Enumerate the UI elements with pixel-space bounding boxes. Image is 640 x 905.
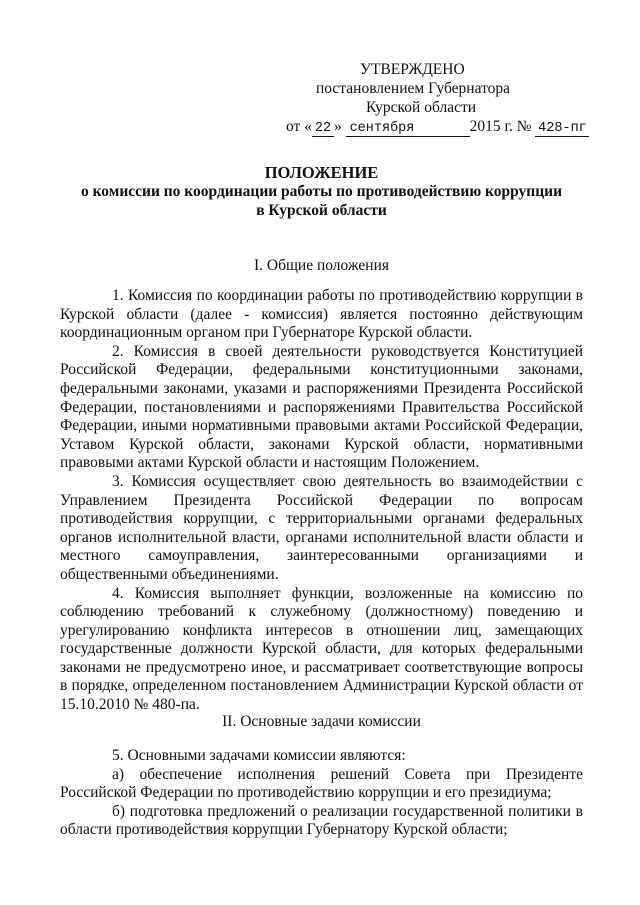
approval-close-quote: »	[333, 118, 342, 135]
approval-title: УТВЕРЖДЕНО	[360, 61, 465, 78]
approval-month: сентября	[346, 121, 470, 137]
paragraph-5: 5. Основными задачами комиссии являются:	[112, 747, 406, 764]
approval-number: 428-пг	[535, 121, 589, 137]
section1-body	[60, 287, 583, 715]
paragraph-2: 2. Комиссия в своей деятельности руководствуется Конституцией Российской Федерации, федеральными конституционными законами, федеральными законами, указами и распоряжениями Президента Российской Федерации, постановлениями и распоряжениями Правительства Российской Федерации, иными нормативными правовыми актами Российской Федерации, Уставом Курской области, законами Курской области, нормативными правовыми актами Курской области и настоящим Положением.	[60, 342, 583, 472]
approval-day: 22	[312, 121, 334, 137]
title-line2: о комиссии по координации работы по противодействию коррупции	[80, 183, 563, 200]
paragraph-5a: а) обеспечение исполнения решений Совета при Президенте Российской Федерации по противодействию коррупции и его президиума;	[60, 765, 583, 802]
approval-authority: постановлением Губернатора	[316, 80, 511, 97]
approval-from: от «	[286, 118, 312, 135]
section1-heading: I. Общие положения	[253, 257, 390, 274]
approval-stamp	[286, 60, 586, 137]
paragraph-5b: б) подготовка предложений о реализации государственной политики в области противодействия коррупции Губернатору Курской области;	[60, 802, 583, 839]
paragraph-4: 4. Комиссия выполняет функции, возложенные на комиссию по соблюдению требований к служебному (должностному) поведению и урегулированию конфликта интересов в отношении лиц, замещающих государственные должности Курской области, для которых федеральными законами не предусмотрено иное, и рассматривает соответствующие вопросы в порядке, определенном постановлением Администрации Курской области от 15.10.2010 № 480-па.	[60, 584, 583, 714]
paragraph-1: 1. Комиссия по координации работы по противодействию коррупции в Курской области (далее - комиссия) является постоянно действующим координационным органом при Губернаторе Курской области.	[60, 287, 583, 342]
approval-date-line	[286, 117, 586, 137]
approval-region: Курской области	[366, 99, 477, 116]
section2-heading: II. Основные задачи комиссии	[222, 713, 421, 730]
section2-body	[60, 747, 583, 840]
document-title	[60, 163, 583, 220]
approval-year: 2015 г. №	[469, 118, 532, 135]
title-main: ПОЛОЖЕНИЕ	[264, 163, 379, 182]
title-line3: в Курской области	[256, 202, 387, 219]
paragraph-3: 3. Комиссия осуществляет свою деятельность во взаимодействии с Управлением Президента Российской Федерации по вопросам противодействия коррупции, с территориальными органами федеральных органов исполнительной власти, органами исполнительной власти области и местного самоуправления, заинтересованными организациями и общественными объединениями.	[60, 472, 583, 583]
